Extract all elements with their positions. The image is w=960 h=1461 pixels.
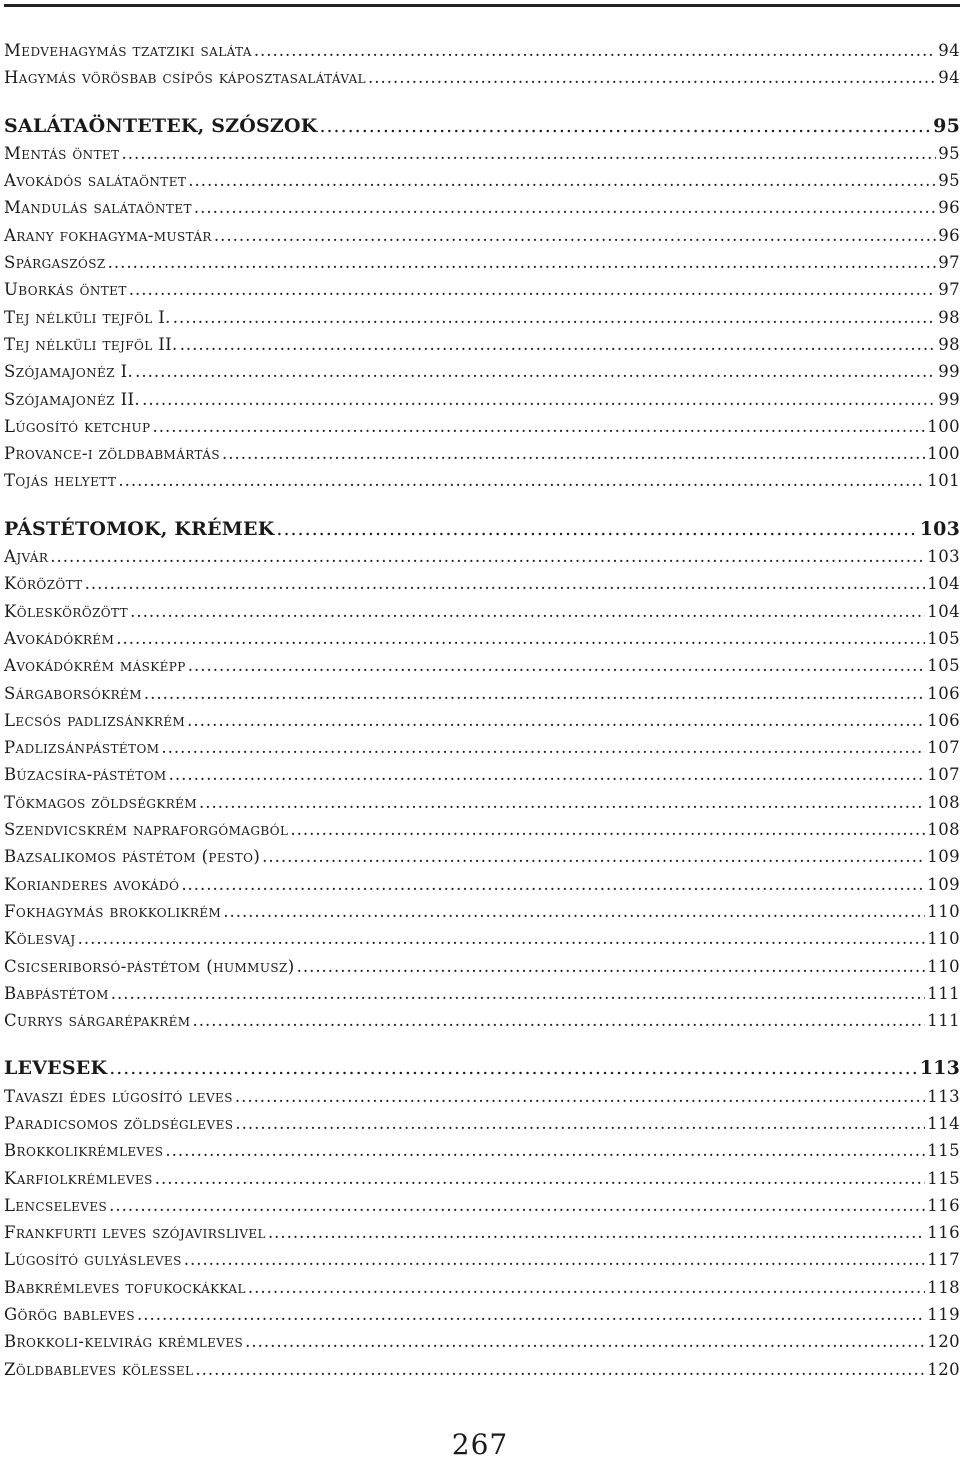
- dot-leader: [187, 707, 925, 734]
- entry-page-number: 111: [927, 983, 960, 1003]
- toc-entry: [4, 440, 960, 467]
- dot-leader: [50, 543, 925, 570]
- dot-leader: [188, 167, 936, 194]
- dot-leader: [169, 761, 926, 788]
- toc-entry: [4, 358, 960, 385]
- toc-entry: [4, 1137, 960, 1164]
- toc-entry: [4, 898, 960, 925]
- section-title: LEVESEK: [4, 1057, 108, 1080]
- dot-leader: [297, 953, 926, 980]
- toc-entry: [4, 386, 960, 413]
- entry-title: Szójamajonéz I.: [4, 362, 134, 382]
- entry-page-number: 99: [938, 389, 960, 409]
- toc-entry: [4, 222, 960, 249]
- dot-leader: [173, 304, 936, 331]
- entry-page-number: 104: [927, 601, 960, 621]
- entry-title: Körözött: [4, 574, 83, 594]
- entry-title: Korianderes avokádó: [4, 874, 180, 894]
- dot-leader: [195, 1356, 925, 1383]
- entry-page-number: 98: [938, 307, 960, 327]
- entry-page-number: 108: [927, 820, 960, 840]
- entry-page-number: 115: [927, 1141, 960, 1161]
- entry-title: Karfiolkrémleves: [4, 1168, 153, 1188]
- entry-title: Lúgosító ketchup: [4, 416, 151, 436]
- entry-page-number: 106: [927, 683, 960, 703]
- entry-page-number: 117: [927, 1250, 960, 1270]
- entry-title: Currys sárgarépakrém: [4, 1011, 191, 1031]
- entry-page-number: 106: [927, 710, 960, 730]
- dot-leader: [137, 1301, 925, 1328]
- dot-leader: [122, 140, 937, 167]
- entry-title: Babkrémleves tofukockákkal: [4, 1277, 246, 1297]
- entry-page-number: 107: [927, 738, 960, 758]
- toc-entry: [4, 37, 960, 64]
- entry-title: Mentás öntet: [4, 143, 120, 163]
- dot-leader: [111, 980, 926, 1007]
- entry-title: Bazsalikomos pástétom (pesto): [4, 847, 261, 867]
- toc-entry: [4, 140, 960, 167]
- table-of-contents: [4, 37, 960, 1404]
- entry-title: Tavaszi édes lúgosító leves: [4, 1086, 233, 1106]
- entry-title: Brokkolikrémleves: [4, 1141, 164, 1161]
- toc-entry: [4, 734, 960, 761]
- entry-title: Lencseleves: [4, 1195, 108, 1215]
- section-page-number: 103: [919, 517, 960, 540]
- entry-title: Hagymás vörösbab csípős káposztasalátával: [4, 68, 367, 88]
- dot-leader: [235, 1083, 925, 1110]
- entry-page-number: 119: [927, 1305, 960, 1325]
- dot-leader: [78, 925, 926, 952]
- section-page-number: 95: [933, 114, 960, 137]
- entry-page-number: 105: [927, 628, 960, 648]
- section-title: SALÁTAÖNTETEK, SZÓSZOK: [4, 114, 318, 137]
- entry-page-number: 116: [927, 1223, 960, 1243]
- entry-page-number: 113: [927, 1086, 960, 1106]
- toc-entry: [4, 1007, 960, 1034]
- dot-leader: [188, 652, 926, 679]
- toc-entry: [4, 1165, 960, 1192]
- dot-leader: [142, 386, 936, 413]
- toc-entry: [4, 625, 960, 652]
- entry-title: Szendvicskrém napraforgómagból: [4, 820, 289, 840]
- toc-entry: [4, 167, 960, 194]
- entry-title: Frankfurti leves szójavirslivel: [4, 1223, 266, 1243]
- entry-page-number: 100: [927, 444, 960, 464]
- dot-leader: [248, 1274, 925, 1301]
- entry-page-number: 107: [927, 765, 960, 785]
- entry-title: Sárgaborsókrém: [4, 683, 142, 703]
- dot-leader: [194, 194, 936, 221]
- entry-title: Zöldbableves kölessel: [4, 1359, 194, 1379]
- toc-entry: [4, 871, 960, 898]
- entry-title: Babpástétom: [4, 983, 109, 1003]
- entry-title: Búzacsíra-pástétom: [4, 765, 167, 785]
- entry-page-number: 110: [927, 929, 960, 949]
- entry-title: Mandulás salátaöntet: [4, 198, 192, 218]
- dot-leader: [109, 1192, 925, 1219]
- toc-entry: [4, 1356, 960, 1383]
- entry-page-number: 118: [927, 1277, 960, 1297]
- entry-page-number: 94: [938, 68, 960, 88]
- entry-page-number: 94: [938, 41, 960, 60]
- entry-title: Avokádós salátaöntet: [4, 171, 187, 191]
- entry-page-number: 110: [927, 956, 960, 976]
- entry-title: Lecsós padlizsánkrém: [4, 710, 186, 730]
- toc-entry: [4, 843, 960, 870]
- dot-leader: [222, 440, 925, 467]
- entry-page-number: 97: [938, 253, 960, 273]
- dot-leader: [368, 64, 936, 91]
- toc-entry: [4, 1083, 960, 1110]
- toc-section-heading: [4, 516, 960, 543]
- dot-leader: [319, 113, 931, 140]
- entry-page-number: 98: [938, 334, 960, 354]
- entry-page-number: 111: [927, 1011, 960, 1031]
- toc-entry: [4, 249, 960, 276]
- dot-leader: [165, 1137, 925, 1164]
- entry-title: Avokádókrém másképp: [4, 656, 186, 676]
- dot-leader: [223, 898, 925, 925]
- entry-title: Kölesvaj: [4, 929, 76, 949]
- entry-title: Provance-i zöldbabmártás: [4, 444, 220, 464]
- toc-entry: [4, 1301, 960, 1328]
- toc-section-heading: [4, 113, 960, 140]
- dot-leader: [109, 1055, 918, 1082]
- toc-entry: [4, 789, 960, 816]
- dot-leader: [130, 598, 925, 625]
- page-number: 267: [451, 1428, 509, 1461]
- entry-title: Szójamajonéz II.: [4, 389, 141, 409]
- entry-title: Brokkoli-kelvirág krémleves: [4, 1332, 244, 1352]
- entry-title: Medvehagymás tzatziki saláta: [4, 41, 252, 60]
- dot-leader: [155, 1165, 926, 1192]
- entry-page-number: 97: [938, 280, 960, 300]
- entry-page-number: 120: [927, 1332, 960, 1352]
- entry-page-number: 96: [938, 225, 960, 245]
- entry-title: Fokhagymás brokkolikrém: [4, 901, 222, 921]
- entry-page-number: 120: [927, 1359, 960, 1379]
- dot-leader: [192, 1007, 925, 1034]
- entry-page-number: 114: [927, 1113, 960, 1133]
- entry-page-number: 99: [938, 362, 960, 382]
- dot-leader: [135, 358, 936, 385]
- entry-page-number: 115: [927, 1168, 960, 1188]
- toc-entry: [4, 1274, 960, 1301]
- top-rule: [4, 4, 960, 7]
- toc-entry: [4, 816, 960, 843]
- toc-entry: [4, 570, 960, 597]
- section-title: PÁSTÉTOMOK, KRÉMEK: [4, 517, 275, 540]
- toc-entry: [4, 680, 960, 707]
- dot-leader: [290, 816, 925, 843]
- entry-title: Avokádókrém: [4, 628, 115, 648]
- entry-page-number: 116: [927, 1195, 960, 1215]
- dot-leader: [181, 871, 925, 898]
- toc-entry: [4, 761, 960, 788]
- toc-entry: [4, 543, 960, 570]
- dot-leader: [262, 843, 925, 870]
- entry-title: Uborkás öntet: [4, 280, 127, 300]
- dot-leader: [161, 734, 925, 761]
- entry-title: Paradicsomos zöldségleves: [4, 1113, 234, 1133]
- toc-entry: [4, 1192, 960, 1219]
- dot-leader: [85, 570, 926, 597]
- toc-entry: [4, 467, 960, 494]
- entry-page-number: 109: [927, 847, 960, 867]
- dot-leader: [118, 467, 925, 494]
- dot-leader: [116, 625, 925, 652]
- toc-entry: [4, 304, 960, 331]
- entry-page-number: 108: [927, 792, 960, 812]
- toc-entry: [4, 1219, 960, 1246]
- dot-leader: [254, 37, 936, 64]
- entry-title: Tökmagos zöldségkrém: [4, 792, 198, 812]
- toc-entry: [4, 953, 960, 980]
- dot-leader: [276, 516, 917, 543]
- toc-entry: [4, 598, 960, 625]
- dot-leader: [153, 413, 926, 440]
- toc-entry: [4, 980, 960, 1007]
- toc-section: [4, 113, 960, 495]
- dot-leader: [180, 331, 937, 358]
- entry-page-number: 105: [927, 656, 960, 676]
- toc-entry: [4, 925, 960, 952]
- entry-title: Tej nélküli tejföl I.: [4, 307, 171, 327]
- dot-leader: [214, 222, 936, 249]
- entry-title: Tojás helyett: [4, 471, 117, 491]
- entry-page-number: 109: [927, 874, 960, 894]
- toc-section: [4, 37, 960, 92]
- toc-entry: [4, 276, 960, 303]
- entry-title: Ajvár: [4, 547, 49, 567]
- entry-title: Tej nélküli tejföl II.: [4, 334, 178, 354]
- toc-entry: [4, 413, 960, 440]
- entry-title: Arany fokhagyma-mustár: [4, 225, 212, 245]
- toc-entry: [4, 1246, 960, 1273]
- entry-page-number: 95: [938, 171, 960, 191]
- entry-title: Csicseriborsó-pástétom (hummusz): [4, 956, 295, 976]
- entry-title: Görög bableves: [4, 1305, 136, 1325]
- dot-leader: [108, 249, 937, 276]
- toc-entry: [4, 1110, 960, 1137]
- dot-leader: [184, 1246, 926, 1273]
- entry-title: Köleskörözött: [4, 601, 129, 621]
- toc-entry: [4, 652, 960, 679]
- toc-section: [4, 1055, 960, 1383]
- entry-title: Spárgaszósz: [4, 253, 106, 273]
- toc-section-heading: [4, 1055, 960, 1082]
- entry-page-number: 100: [927, 416, 960, 436]
- toc-section: [4, 516, 960, 1035]
- toc-entry: [4, 64, 960, 91]
- toc-entry: [4, 707, 960, 734]
- dot-leader: [199, 789, 925, 816]
- entry-page-number: 101: [927, 471, 960, 491]
- toc-entry: [4, 194, 960, 221]
- section-page-number: 113: [919, 1057, 960, 1080]
- toc-entry: [4, 1328, 960, 1355]
- entry-page-number: 95: [938, 143, 960, 163]
- dot-leader: [144, 680, 925, 707]
- dot-leader: [245, 1328, 925, 1355]
- entry-page-number: 110: [927, 901, 960, 921]
- dot-leader: [129, 276, 936, 303]
- entry-page-number: 96: [938, 198, 960, 218]
- entry-page-number: 104: [927, 574, 960, 594]
- dot-leader: [268, 1219, 925, 1246]
- entry-title: Padlizsánpástétom: [4, 738, 160, 758]
- toc-entry: [4, 331, 960, 358]
- entry-title: Lúgosító gulyásleves: [4, 1250, 182, 1270]
- entry-page-number: 103: [927, 547, 960, 567]
- dot-leader: [235, 1110, 925, 1137]
